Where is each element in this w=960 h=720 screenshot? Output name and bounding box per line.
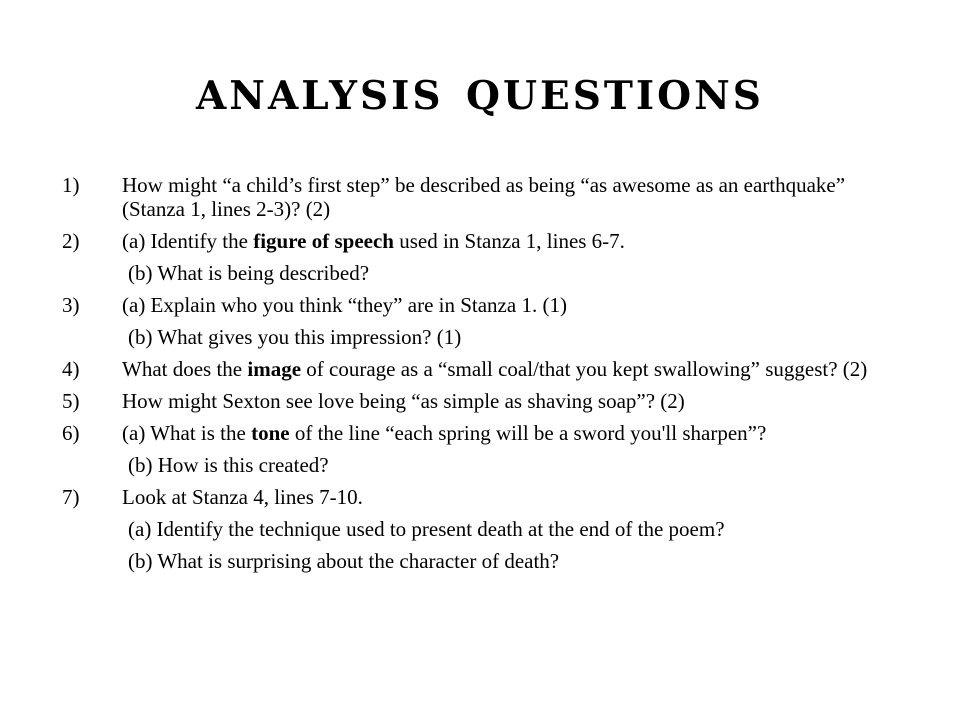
question-2 [62, 229, 912, 253]
question-list [62, 173, 912, 573]
question-text-part: (a) Identify the [122, 229, 254, 253]
question-keyword: image [247, 357, 302, 381]
question-number: 4) [62, 357, 80, 381]
question-number: 5) [62, 389, 80, 413]
question-number: 6) [62, 421, 80, 445]
question-7 [62, 485, 912, 509]
question-text-part: used in Stanza 1, lines 6-7. [393, 229, 625, 253]
question-text: How might “a child’s first step” be described as being “as awesome as an earthquake” (Stanza 1, lines 2-3)? (2) [122, 173, 846, 221]
question-text [122, 229, 912, 253]
question-3 [62, 293, 912, 317]
question-text-part: of the line “each spring will be a sword you'll sharpen”? [289, 421, 767, 445]
question-1 [62, 173, 912, 221]
question-keyword: figure of speech [253, 229, 394, 253]
question-number: 1) [62, 173, 80, 197]
question-text: Look at Stanza 4, lines 7-10. [122, 485, 363, 509]
sub-question-text: (b) How is this created? [128, 453, 329, 477]
question-text [122, 421, 912, 445]
question-6-sub-b [62, 453, 912, 477]
sub-question-text: (b) What is being described? [128, 261, 370, 285]
question-text: (a) Explain who you think “they” are in Stanza 1. (1) [122, 293, 567, 317]
question-text-part: of courage as a “small coal/that you kept swallowing” suggest? (2) [301, 357, 868, 381]
sub-question-text: (a) Identify the technique used to present death at the end of the poem? [128, 517, 725, 541]
question-5 [62, 389, 912, 413]
question-2-sub-b [62, 261, 912, 285]
question-text: How might Sexton see love being “as simple as shaving soap”? (2) [122, 389, 685, 413]
sub-question-text: (b) What gives you this impression? (1) [128, 325, 462, 349]
question-7-sub-b [62, 549, 912, 573]
question-3-sub-b [62, 325, 912, 349]
question-4 [62, 357, 912, 381]
question-number: 7) [62, 485, 80, 509]
question-number: 3) [62, 293, 80, 317]
question-text-part: (a) What is the [122, 421, 252, 445]
question-text-part: What does the [122, 357, 248, 381]
question-6 [62, 421, 912, 445]
sub-question-text: (b) What is surprising about the character of death? [128, 549, 560, 573]
question-number: 2) [62, 229, 80, 253]
question-text [122, 357, 912, 381]
question-keyword: tone [251, 421, 290, 445]
slide-title: analysis questions [196, 57, 764, 123]
question-7-sub-a [62, 517, 912, 541]
